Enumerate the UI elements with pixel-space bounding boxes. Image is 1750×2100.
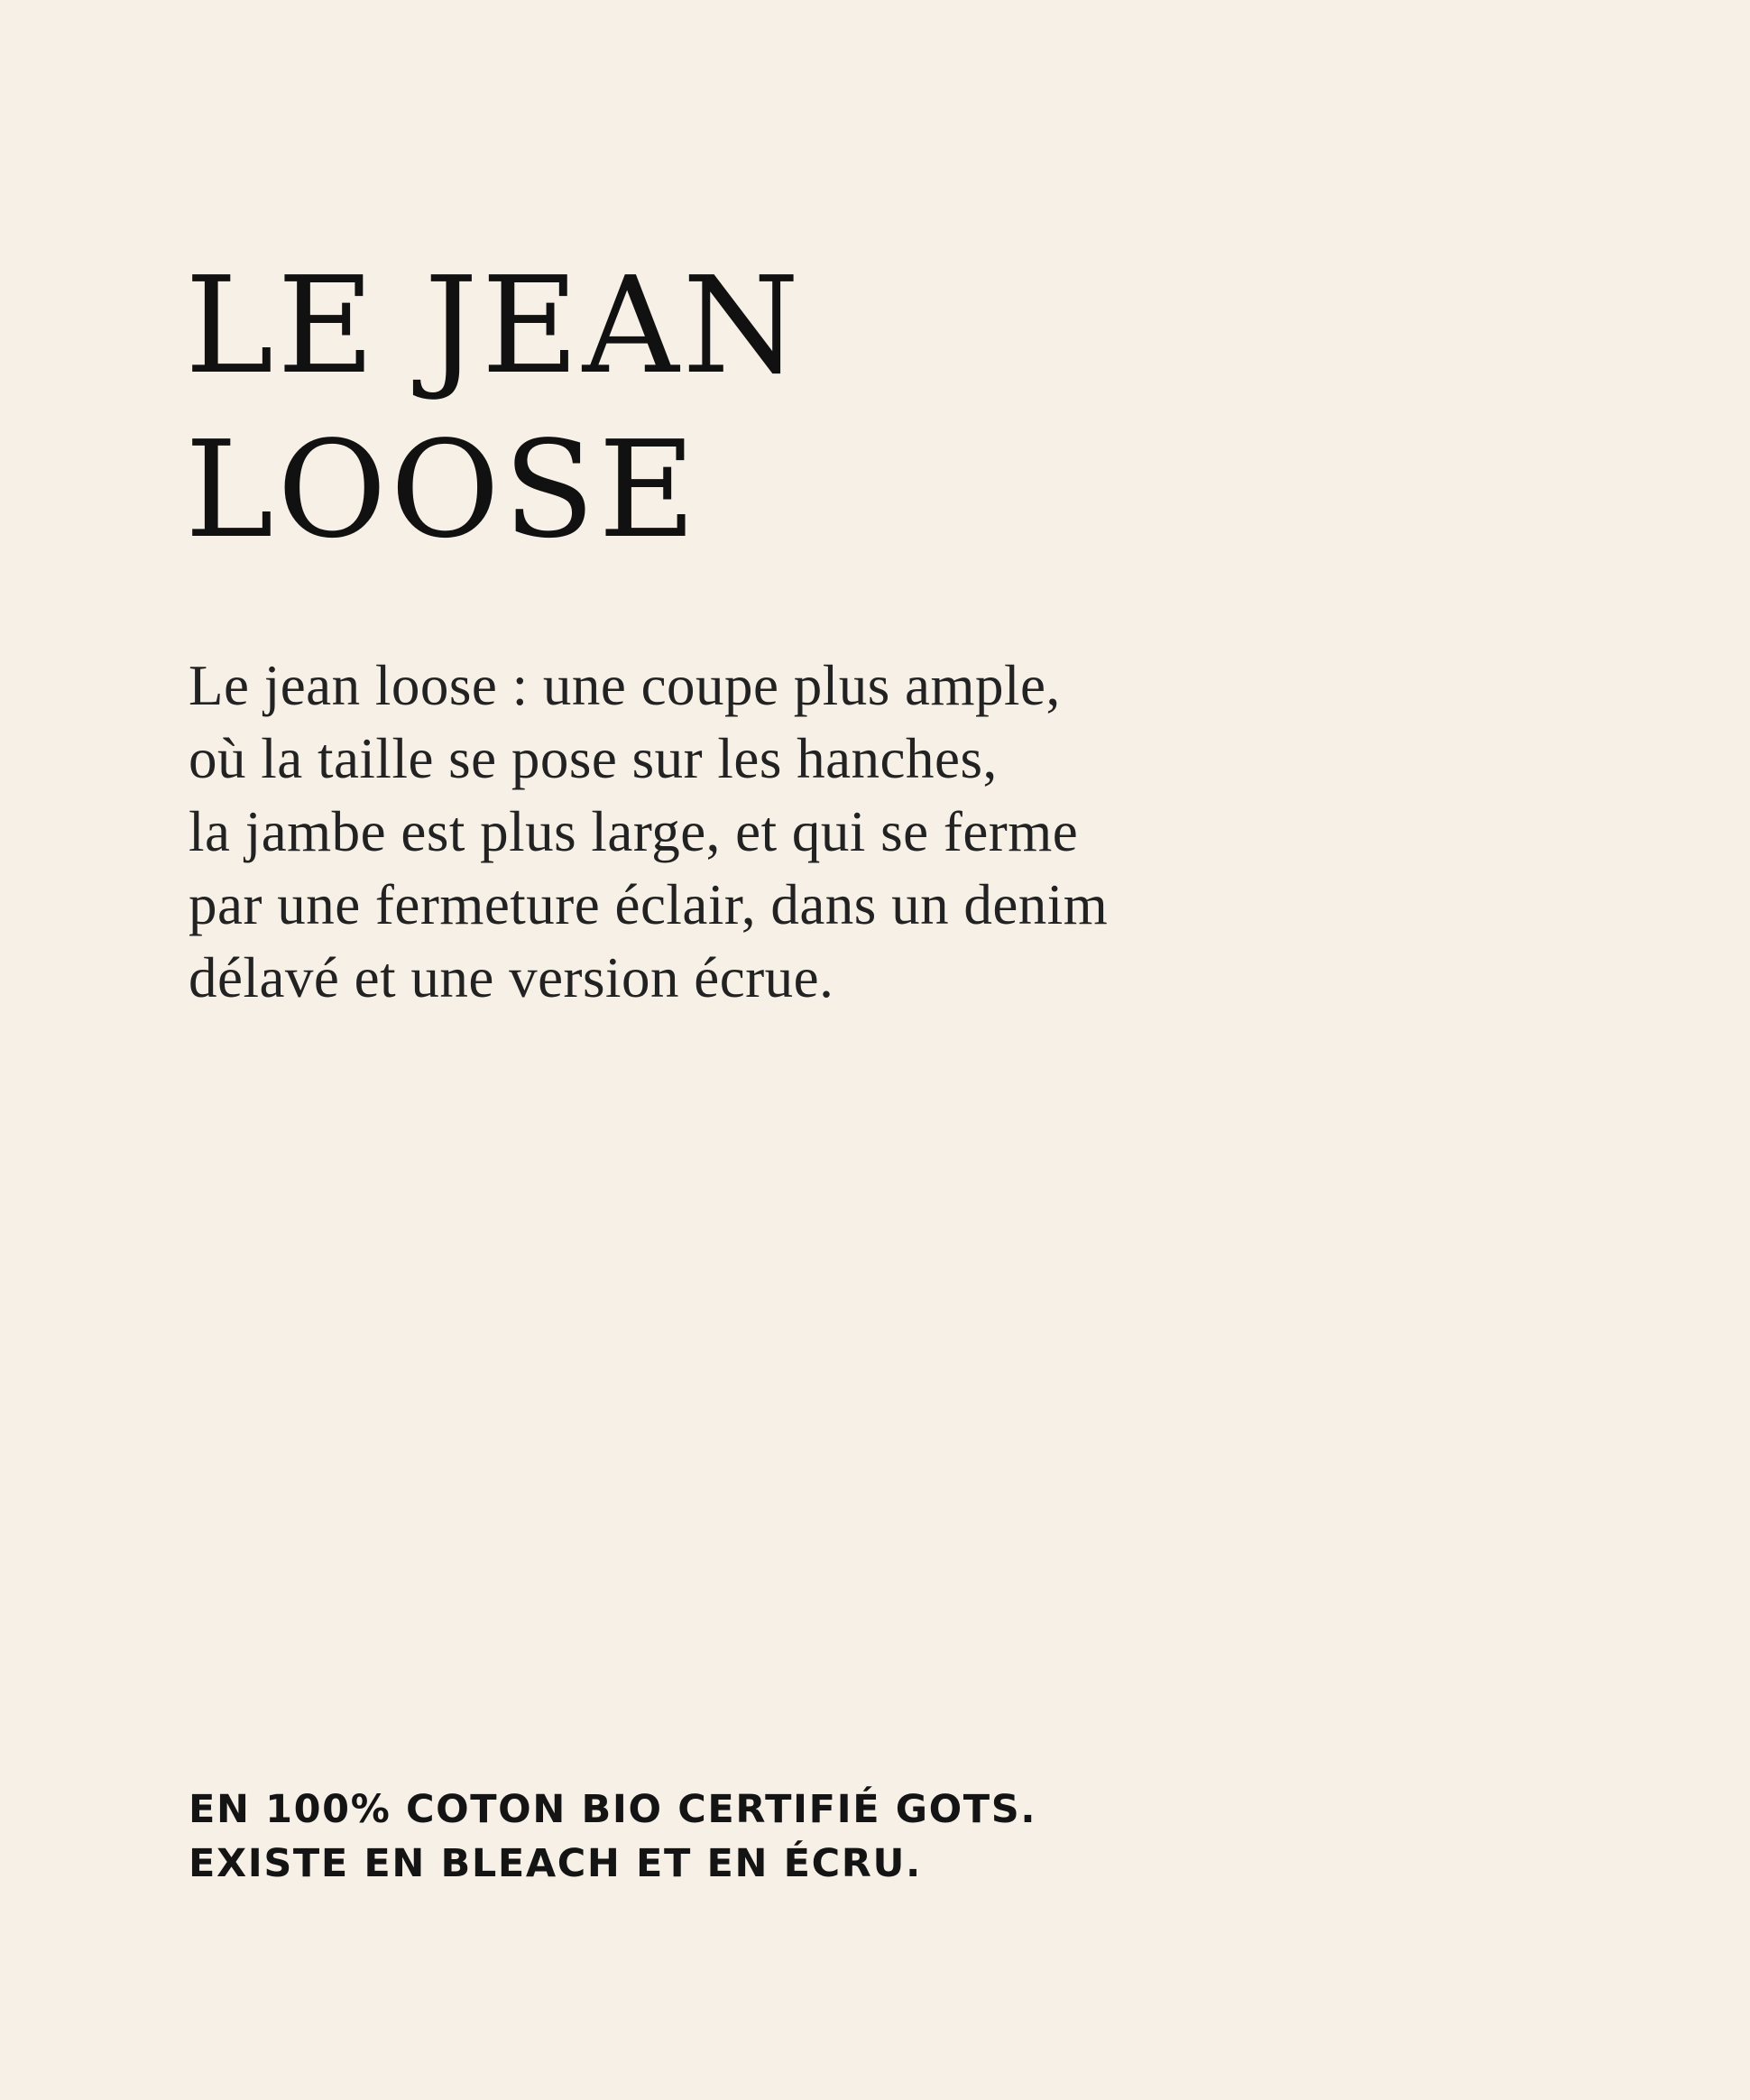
page-title <box>185 244 803 572</box>
title-line-2: LOOSE <box>185 412 700 567</box>
spec-line: EXISTE EN BLEACH ET EN ÉCRU. <box>189 1841 922 1886</box>
product-specs <box>189 1782 1036 1891</box>
description-line: la jambe est plus large, et qui se ferme <box>189 800 1079 863</box>
title-line-1: LE JEAN <box>185 248 804 403</box>
description-line: où la taille se pose sur les hanches, <box>189 727 998 790</box>
description-line: Le jean loose : une coupe plus ample, <box>189 654 1061 717</box>
product-description <box>189 649 1596 1015</box>
description-line: par une fermeture éclair, dans un denim <box>189 873 1109 936</box>
description-line: délavé et une version écrue. <box>189 946 834 1009</box>
spec-line: EN 100% COTON BIO CERTIFIÉ GOTS. <box>189 1787 1037 1832</box>
